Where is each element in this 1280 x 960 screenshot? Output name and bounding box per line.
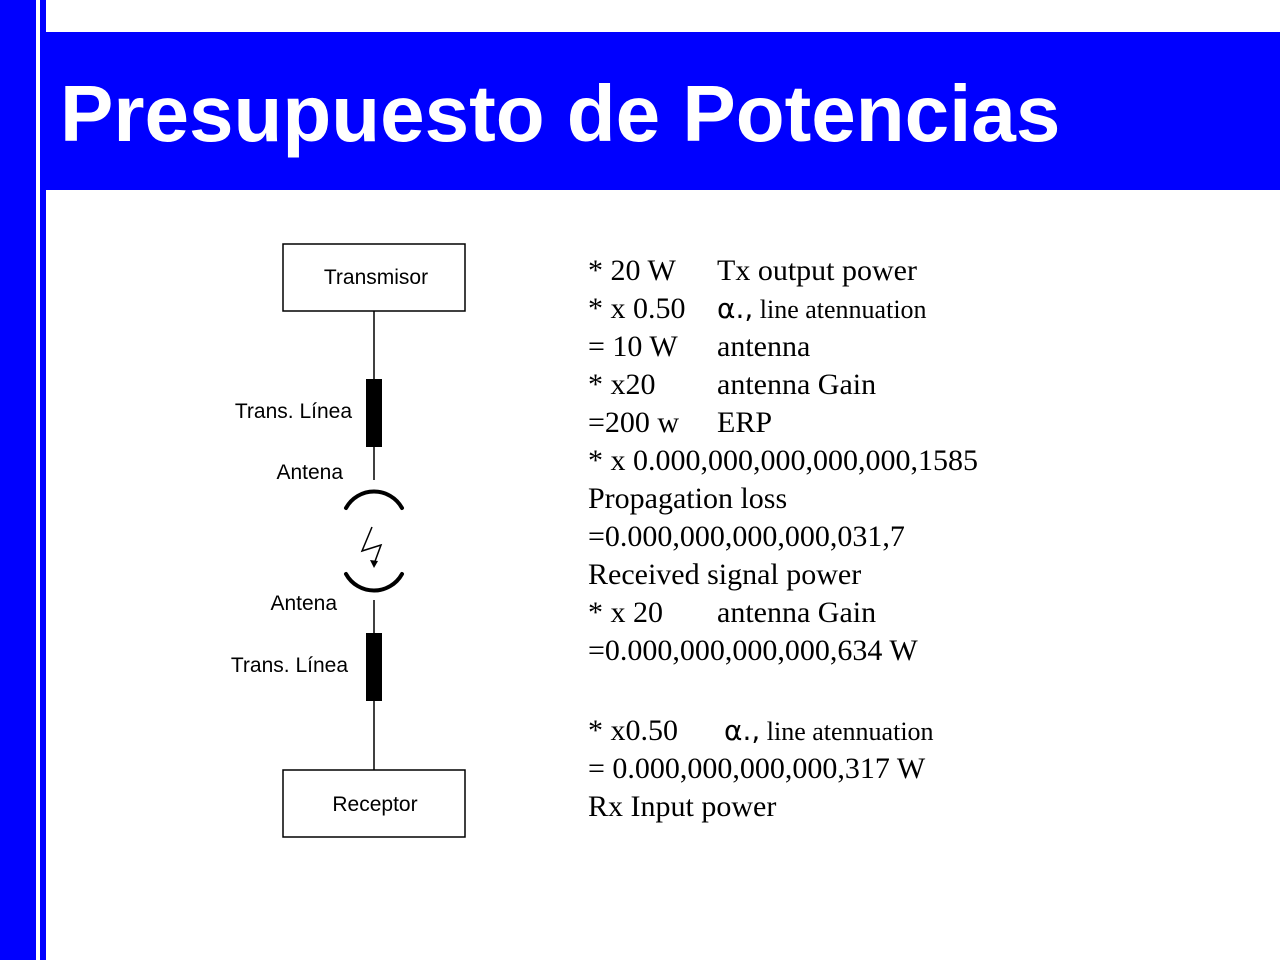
signal-arrowhead-icon — [370, 560, 378, 568]
budget-value: * x0.50 — [588, 714, 678, 747]
lower-line-block — [366, 633, 382, 701]
budget-line: Propagation loss — [588, 482, 788, 515]
budget-row — [588, 442, 1248, 480]
alpha-symbol: α., — [717, 292, 754, 325]
budget-desc: ERP — [717, 406, 773, 439]
budget-line: Rx Input power — [588, 790, 777, 823]
budget-row — [588, 290, 1248, 328]
lower-antenna-dish — [346, 574, 402, 591]
budget-line: =0.000,000,000,000,634 W — [588, 634, 918, 667]
budget-desc: antenna Gain — [717, 596, 877, 629]
budget-value: = 10 W — [588, 330, 678, 363]
budget-line: * x 0.000,000,000,000,000,1585 — [588, 444, 978, 477]
upper-antenna-dish — [346, 491, 402, 508]
budget-row — [588, 328, 1248, 366]
spacer — [588, 670, 1248, 712]
budget-row — [588, 404, 1248, 442]
budget-row — [588, 252, 1248, 290]
upper-line-block — [366, 379, 382, 447]
budget-value: * 20 W — [588, 254, 676, 287]
upper-antenna-label: Antena — [276, 461, 343, 484]
budget-row — [588, 712, 1248, 750]
budget-row — [588, 480, 1248, 518]
alpha-symbol: α., — [724, 714, 761, 747]
power-budget — [588, 252, 1248, 826]
budget-row — [588, 788, 1248, 826]
budget-desc: antenna — [717, 330, 811, 363]
budget-row — [588, 556, 1248, 594]
budget-row — [588, 366, 1248, 404]
budget-line: = 0.000,000,000,000,317 W — [588, 752, 926, 785]
budget-value: * x 0.50 — [588, 292, 686, 325]
budget-desc: Tx output power — [717, 254, 917, 287]
receiver-label: Receptor — [332, 793, 418, 816]
budget-value: * x20 — [588, 368, 656, 401]
budget-row — [588, 518, 1248, 556]
budget-line: Received signal power — [588, 558, 862, 591]
lower-line-label: Trans. Línea — [230, 654, 348, 677]
transmitter-label: Transmisor — [323, 266, 429, 289]
budget-row — [588, 594, 1248, 632]
budget-row — [588, 750, 1248, 788]
budget-desc: α., line atennuation — [717, 292, 927, 325]
budget-desc: α., line atennuation — [724, 714, 934, 747]
budget-line: =0.000,000,000,000,031,7 — [588, 520, 905, 553]
slide-title: Presupuesto de Potencias — [60, 69, 1061, 158]
budget-value: * x 20 — [588, 596, 663, 629]
lower-antenna-label: Antena — [270, 592, 337, 615]
upper-line-label: Trans. Línea — [234, 400, 352, 423]
signal-bolt-icon — [362, 527, 381, 564]
budget-row — [588, 632, 1248, 670]
budget-value: =200 w — [588, 406, 680, 439]
budget-desc: antenna Gain — [717, 368, 877, 401]
